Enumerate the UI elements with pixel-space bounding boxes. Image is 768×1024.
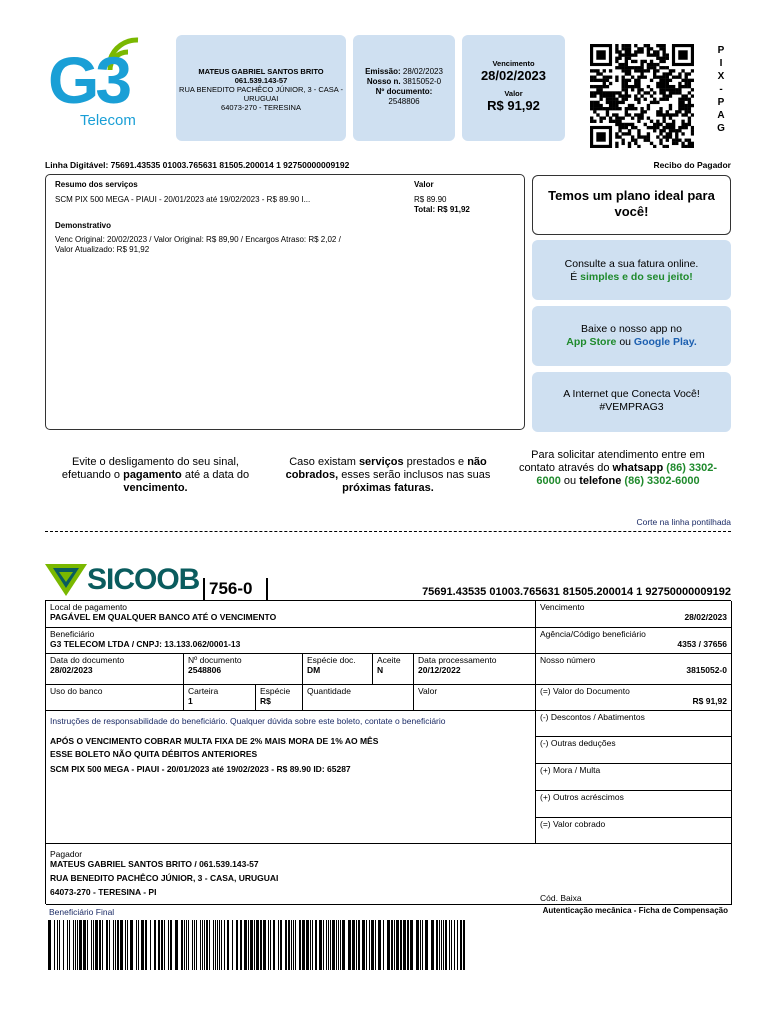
beneficiario-final-label: Beneficiário Final — [49, 907, 115, 917]
quantidade-cell — [303, 685, 414, 711]
notice-1-text-a: Evite o desligamento do seu sinal, efetuando o — [61, 456, 239, 481]
notice-2-text-e: esses serão inclusos nas suas — [338, 469, 491, 481]
slip-nosso-label: Nosso número — [540, 655, 596, 665]
notice-2-text-c: prestados e — [403, 456, 468, 468]
cut-line-label: Corte na linha pontilhada — [636, 517, 731, 527]
due-date: 28/02/2023 — [480, 68, 547, 83]
app-line-1: Baixe o nosso app no — [581, 323, 682, 335]
notice-2-text-f: próximas faturas. — [342, 482, 434, 494]
sicoob-name: SICOOB — [87, 563, 200, 596]
pagador-label: Pagador — [50, 849, 83, 859]
fatura-line-1: Consulte a sua fatura online. — [564, 258, 699, 270]
sicoob-symbol-icon — [45, 564, 87, 596]
doc-label: Nº documento: — [375, 87, 433, 96]
fatura-pre: É — [570, 271, 581, 283]
local-label: Local de pagamento — [50, 602, 128, 612]
demonstrativo-label: Demonstrativo — [55, 221, 112, 230]
local-pagamento-cell — [46, 601, 536, 628]
slip-nosso-value: 3815052-0 — [686, 665, 727, 675]
sicoob-logo — [45, 562, 205, 598]
bank-code-divider-left — [203, 578, 205, 600]
nosso-value: 3815052-0 — [402, 77, 442, 86]
app-mid: ou — [616, 336, 634, 348]
valor-cobrado-cell — [536, 818, 732, 844]
instrucoes-line-1: APÓS O VENCIMENTO COBRAR MULTA FIXA DE 2% MAIS MORA DE 1% AO MÊS — [50, 736, 379, 746]
deducoes-cell — [536, 737, 732, 764]
notice-3-text-b: whatsapp — [612, 462, 664, 474]
pagador-cell — [46, 844, 732, 905]
emissao-value: 28/02/2023 — [402, 67, 443, 76]
client-address-3: 64073-270 - TERESINA — [221, 103, 301, 112]
amount-value: R$ 91,92 — [487, 98, 540, 113]
pix-letter: P — [717, 45, 725, 56]
pix-pag-label — [712, 44, 730, 135]
notice-2-text-a: Caso existam — [289, 456, 359, 468]
fatura-online-box — [532, 240, 731, 300]
especie-value: R$ — [260, 696, 271, 706]
demonstrativo-line-2: Valor Atualizado: R$ 91,92 — [55, 245, 150, 254]
agencia-cell — [536, 628, 732, 654]
client-info-box — [176, 35, 346, 141]
carteira-cell — [184, 685, 256, 711]
recibo-pagador: Recibo do Pagador — [653, 160, 731, 170]
especie-cell — [256, 685, 303, 711]
descontos-cell — [536, 711, 732, 737]
pix-letter: P — [717, 97, 725, 108]
venc-label: Vencimento — [540, 602, 585, 612]
aceite-label: Aceite — [377, 655, 401, 665]
data-doc-value: 28/02/2023 — [50, 665, 93, 675]
g3-logo — [44, 36, 154, 132]
valor-label: Valor — [414, 180, 434, 189]
bank-code: 756-0 — [209, 579, 253, 598]
agencia-value: 4353 / 37656 — [677, 639, 727, 649]
local-value: PAGÁVEL EM QUALQUER BANCO ATÉ O VENCIMENTO — [50, 612, 277, 622]
doc-value: 2548806 — [388, 97, 420, 106]
notice-2-text-b: serviços — [358, 456, 404, 468]
instrucoes-line-2: ESSE BOLETO NÃO QUITA DÉBITOS ANTERIORES — [50, 749, 258, 759]
due-box — [462, 35, 565, 141]
descontos-label: (-) Descontos / Abatimentos — [540, 712, 645, 722]
pix-letter: A — [717, 110, 725, 121]
plano-text: Temos um plano ideal para você! — [548, 188, 715, 219]
quantidade-label: Quantidade — [307, 686, 351, 696]
acrescimos-label: (+) Outros acréscimos — [540, 792, 624, 802]
bank-code-divider-right — [266, 578, 268, 600]
pagador-line-1: MATEUS GABRIEL SANTOS BRITO / 061.539.143-57 — [50, 859, 259, 869]
pix-letter: I — [719, 58, 723, 69]
client-address-1: RUA BENEDITO PACHÊCO JÚNIOR, 3 - CASA - — [179, 85, 343, 94]
notice-servicos — [276, 456, 500, 495]
emissao-label: Emissão: — [365, 67, 401, 76]
barcode-line: 75691.43535 01003.765631 81505.200014 1 92750000009192 — [422, 586, 731, 598]
notice-3-text-a: Para solicitar atendimento entre em contato através do — [518, 449, 705, 474]
num-doc-value: 2548806 — [188, 665, 222, 675]
data-doc-label: Data do documento — [50, 655, 125, 665]
internet-line-2: #VEMPRAG3 — [599, 401, 664, 413]
slip-valor-label: Valor — [418, 686, 438, 696]
client-name: MATEUS GABRIEL SANTOS BRITO — [198, 67, 324, 76]
notice-3-text-d: ou — [560, 475, 580, 487]
uso-banco-cell — [46, 685, 184, 711]
instrucoes-line-3: SCM PIX 500 MEGA - PIAUI - 20/01/2023 até 19/02/2023 - R$ 89.90 ID: 65287 — [50, 764, 351, 774]
agencia-label: Agência/Código beneficiário — [540, 629, 646, 639]
venc-value: 28/02/2023 — [684, 612, 727, 622]
mora-multa-cell — [536, 764, 732, 791]
carteira-label: Carteira — [188, 686, 219, 696]
instrucoes-label: Instruções de responsabilidade do beneficiário. Qualquer dúvida sobre este boleto, contate o beneficiário — [50, 716, 446, 726]
nosso-numero-cell — [536, 654, 732, 685]
num-documento-cell — [184, 654, 303, 685]
g3-logo-text: G3 — [48, 43, 129, 117]
notice-1-text-b: pagamento — [123, 469, 182, 481]
especie-doc-cell — [303, 654, 373, 685]
notice-3-text-e: telefone — [579, 475, 622, 487]
cod-baixa-label: Cód. Baixa — [540, 893, 582, 903]
client-address-2: URUGUAI — [243, 94, 279, 103]
pagador-line-3: 64073-270 - TERESINA - PI — [50, 887, 157, 897]
services-total: Total: R$ 91,92 — [414, 205, 470, 214]
linha-digitavel: Linha Digitável: 75691.43535 01003.765631 81505.200014 1 92750000009192 — [45, 160, 350, 170]
client-cpf: 061.539.143-57 — [234, 76, 288, 85]
data-processamento-cell — [414, 654, 536, 685]
benef-label: Beneficiário — [50, 629, 95, 639]
resumo-label: Resumo dos serviços — [55, 180, 138, 189]
app-store-link[interactable]: App Store — [566, 336, 617, 348]
data-proc-value: 20/12/2022 — [418, 665, 461, 675]
valor-documento-cell — [536, 685, 732, 711]
especie-doc-value: DM — [307, 665, 321, 675]
nosso-label: Nosso n. — [366, 77, 401, 86]
benef-value: G3 TELECOM LTDA / CNPJ: 13.133.062/0001-13 — [50, 639, 241, 649]
fatura-highlight: simples e do seu jeito! — [580, 271, 693, 283]
beneficiario-cell — [46, 628, 536, 654]
plano-box — [532, 175, 731, 235]
valor-doc-label: (=) Valor do Documento — [540, 686, 630, 696]
data-documento-cell — [46, 654, 184, 685]
whatsapp-number[interactable]: (86) 3302-6000 — [536, 462, 718, 487]
services-box — [45, 174, 525, 430]
valor-doc-value: R$ 91,92 — [692, 696, 727, 706]
g3-logo-subtext: Telecom — [80, 112, 136, 129]
notice-atendimento — [512, 449, 724, 488]
vencimento-cell — [536, 601, 732, 628]
qr-code — [590, 44, 694, 148]
data-proc-label: Data processamento — [418, 655, 497, 665]
payment-slip — [45, 600, 731, 904]
internet-line-1: A Internet que Conecta Você! — [563, 388, 700, 400]
phone-number[interactable]: (86) 3302-6000 — [621, 475, 700, 487]
especie-label: Espécie — [260, 686, 291, 696]
barcode — [48, 920, 466, 970]
notice-1-text-d: vencimento. — [123, 482, 188, 494]
amount-label: Valor — [504, 89, 523, 98]
cut-line — [45, 531, 731, 532]
notice-desligamento — [48, 456, 263, 495]
pix-letter: X — [717, 71, 725, 82]
due-label: Vencimento — [492, 59, 535, 68]
app-box — [532, 306, 731, 366]
autenticacao-label: Autenticação mecânica - Ficha de Compensação — [542, 906, 728, 915]
demonstrativo-line-1: Venc Original: 20/02/2023 / Valor Original: R$ 89,90 / Encargos Atraso: R$ 2,02 / — [55, 235, 341, 244]
pix-letter: - — [719, 84, 723, 95]
uso-label: Uso do banco — [50, 686, 103, 696]
instrucoes-cell — [46, 711, 536, 844]
mora-label: (+) Mora / Multa — [540, 765, 601, 775]
pagador-line-2: RUA BENEDITO PACHÊCO JÚNIOR, 3 - CASA, URUGUAI — [50, 873, 279, 883]
service-item-value: R$ 89.90 — [414, 195, 447, 204]
num-doc-label: Nº documento — [188, 655, 242, 665]
pix-letter: G — [717, 123, 725, 134]
aceite-value: N — [377, 665, 384, 675]
acrescimos-cell — [536, 791, 732, 818]
especie-doc-label: Espécie doc. — [307, 655, 356, 665]
cobrado-label: (=) Valor cobrado — [540, 819, 606, 829]
emission-box — [353, 35, 455, 141]
aceite-cell — [373, 654, 414, 685]
service-item: SCM PIX 500 MEGA - PIAUI - 20/01/2023 até 19/02/2023 - R$ 89.90 I... — [55, 195, 311, 204]
google-play-link[interactable]: Google Play. — [633, 336, 697, 348]
notice-2-text-d: não cobrados, — [285, 456, 487, 481]
carteira-value: 1 — [188, 696, 193, 706]
valor-cell — [414, 685, 536, 711]
internet-box — [532, 372, 731, 432]
notice-1-text-c: até a data do — [181, 469, 250, 481]
deducoes-label: (-) Outras deduções — [540, 738, 616, 748]
